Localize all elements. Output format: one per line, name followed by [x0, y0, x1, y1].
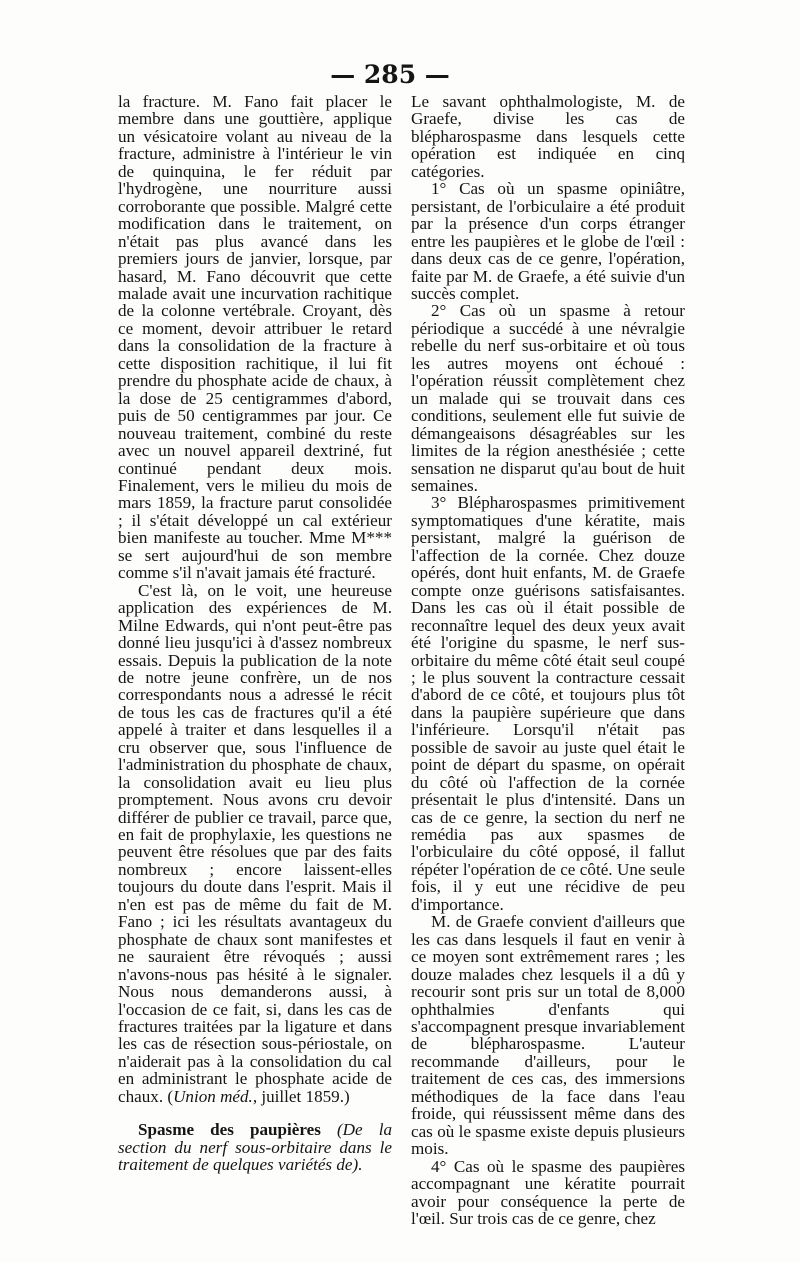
right-column: [411, 93, 685, 1227]
paragraph: [118, 582, 392, 1106]
section-subtitle: (De la section du nerf sous-orbitaire dans le traitement de quelques variétés de).: [118, 1120, 392, 1175]
paragraph: 2° Cas où un spasme à retour périodique a succédé à une névralgie rebelle du nerf sus-orbitaire et où tous les autres moyens ont échoué : l'opération réussit complètement chez un malade qui se trouvait dans ces conditions, seulement elle fut suivie de démangeaisons désagréables sur les limites de la région anesthésiée ; cette sensation ne disparut qu'au bout de huit semaines.: [411, 301, 685, 495]
paragraph: M. de Graefe convient d'ailleurs que les cas dans lesquels il faut en venir à ce moyen sont extrêmement rares ; les douze malades chez lesquels il a dû y recourir sont pris sur un total de 8,000 ophthalmies d'enfants qui s'accompagnent presque invariablement de blépharospasme. L'auteur recommande d'ailleurs, pour le traitement de ces cas, des immersions méthodiques de la face dans l'eau froide, qui réussissent même dans des cas où le spasme existe depuis plusieurs mois.: [411, 912, 685, 1159]
source-citation: Union méd.: [173, 1086, 253, 1106]
paragraph: Le savant ophthalmologiste, M. de Graefe, divise les cas de blépharospasme dans lesquels cette opération est indiquée en cinq catégories.: [411, 92, 685, 181]
left-column: [118, 93, 392, 1174]
paragraph-text: C'est là, on le voit, une heureuse application des expériences de M. Milne Edwards, qui n'ont peut-être pas donné lieu jusqu'ici à d'assez nombreux essais. Depuis la publication de la note de notre jeune confrère, un de nos correspondants nous a adressé le récit de tous les cas de fractures qu'il a été appelé à traiter et dans lesquelles il a cru observer que, sous l'influence de l'administration du phosphate de chaux, la consolidation avait eu lieu plus promptement. Nous avons cru devoir différer de publier ce travail, parce que, en fait de prophylaxie, les questions ne peuvent être résolues que par des faits nombreux ; encore laissent-elles toujours du doute dans l'esprit. Mais il n'en est pas de même du fait de M. Fano ; ici les résultats avantageux du phosphate de chaux sont manifestes et ne sauraient être révoqués ; aussi n'avons-nous pas hésité à le signaler. Nous nous demanderons aussi, à l'occasion de ce fait, si, dans les cas de fractures traitées par la ligature et dans les cas de résection sous-périostale, on n'aiderait pas à la consolidation du cal en administrant le phosphate acide de chaux. (: [118, 580, 392, 1106]
page-number: — 285 —: [330, 60, 450, 89]
paragraph: 4° Cas où le spasme des paupières accompagnant une kératite pourrait avoir pour conséquence la perte de l'œil. Sur trois cas de ce genre, chez: [411, 1156, 685, 1228]
section-title: Spasme des paupières: [138, 1120, 321, 1140]
paragraph: 3° Blépharospasmes primitivement symptomatiques d'une kératite, mais persistant, malgré la guérison de l'affection de la cornée. Chez douze opérés, dont huit enfants, M. de Graefe compte onze guérisons satisfaisantes. Dans les cas où il était possible de reconnaître lequel des deux yeux avait été l'origine du spasme, le nerf sus-orbitaire du même côté était seul coupé ; le plus souvent la contracture cessait d'abord de ce côté, et toujours plus tôt dans la paupière supérieure que dans l'inférieure. Lorsqu'il n'était pas possible de savoir au juste quel était le point de départ du spasme, on opérait du côté où l'affection de la cornée présentait le plus d'intensité. Dans un cas de ce genre, la section du nerf ne remédia pas aux spasmes de l'orbiculaire du côté opposé, il fallut répéter l'opération de ce côté. Une seule fois, il y eut une récidive de peu d'importance.: [411, 493, 685, 914]
paragraph: la fracture. M. Fano fait placer le membre dans une gouttière, applique un vésicatoire volant au niveau de la fracture, administre à l'intérieur le vin de quinquina, le fer réduit par l'hydrogène, une nourriture aussi corroborante que possible. Malgré cette modification dans le traitement, on n'était pas plus avancé dans les premiers jours de janvier, lorsque, par hasard, M. Fano découvrit que cette malade avait une incurvation rachitique de la colonne vertébrale. Croyant, dès ce moment, devoir attribuer le retard dans la consolidation de la fracture à cette disposition rachitique, il lui fit prendre du phosphate acide de chaux, à la dose de 25 centigrammes d'abord, puis de 50 centigrammes par jour. Ce nouveau traitement, combiné du reste avec un nouvel appareil dextriné, fut continué pendant deux mois. Finalement, vers le milieu du mois de mars 1859, la fracture parut consolidée ; il s'était développé un cal extérieur bien manifeste au toucher. Mme M*** se sert aujourd'hui de son membre comme s'il n'avait jamais été fracturé.: [118, 92, 392, 583]
citation-date: , juillet 1859.): [252, 1086, 350, 1106]
section-heading: [118, 1121, 392, 1173]
paragraph: 1° Cas où un spasme opiniâtre, persistant, de l'orbiculaire a été produit par la présence d'un corps étranger entre les paupières et le globe de l'œil : dans deux cas de ce genre, l'opération, faite par M. de Graefe, a été suivie d'un succès complet.: [411, 179, 685, 303]
